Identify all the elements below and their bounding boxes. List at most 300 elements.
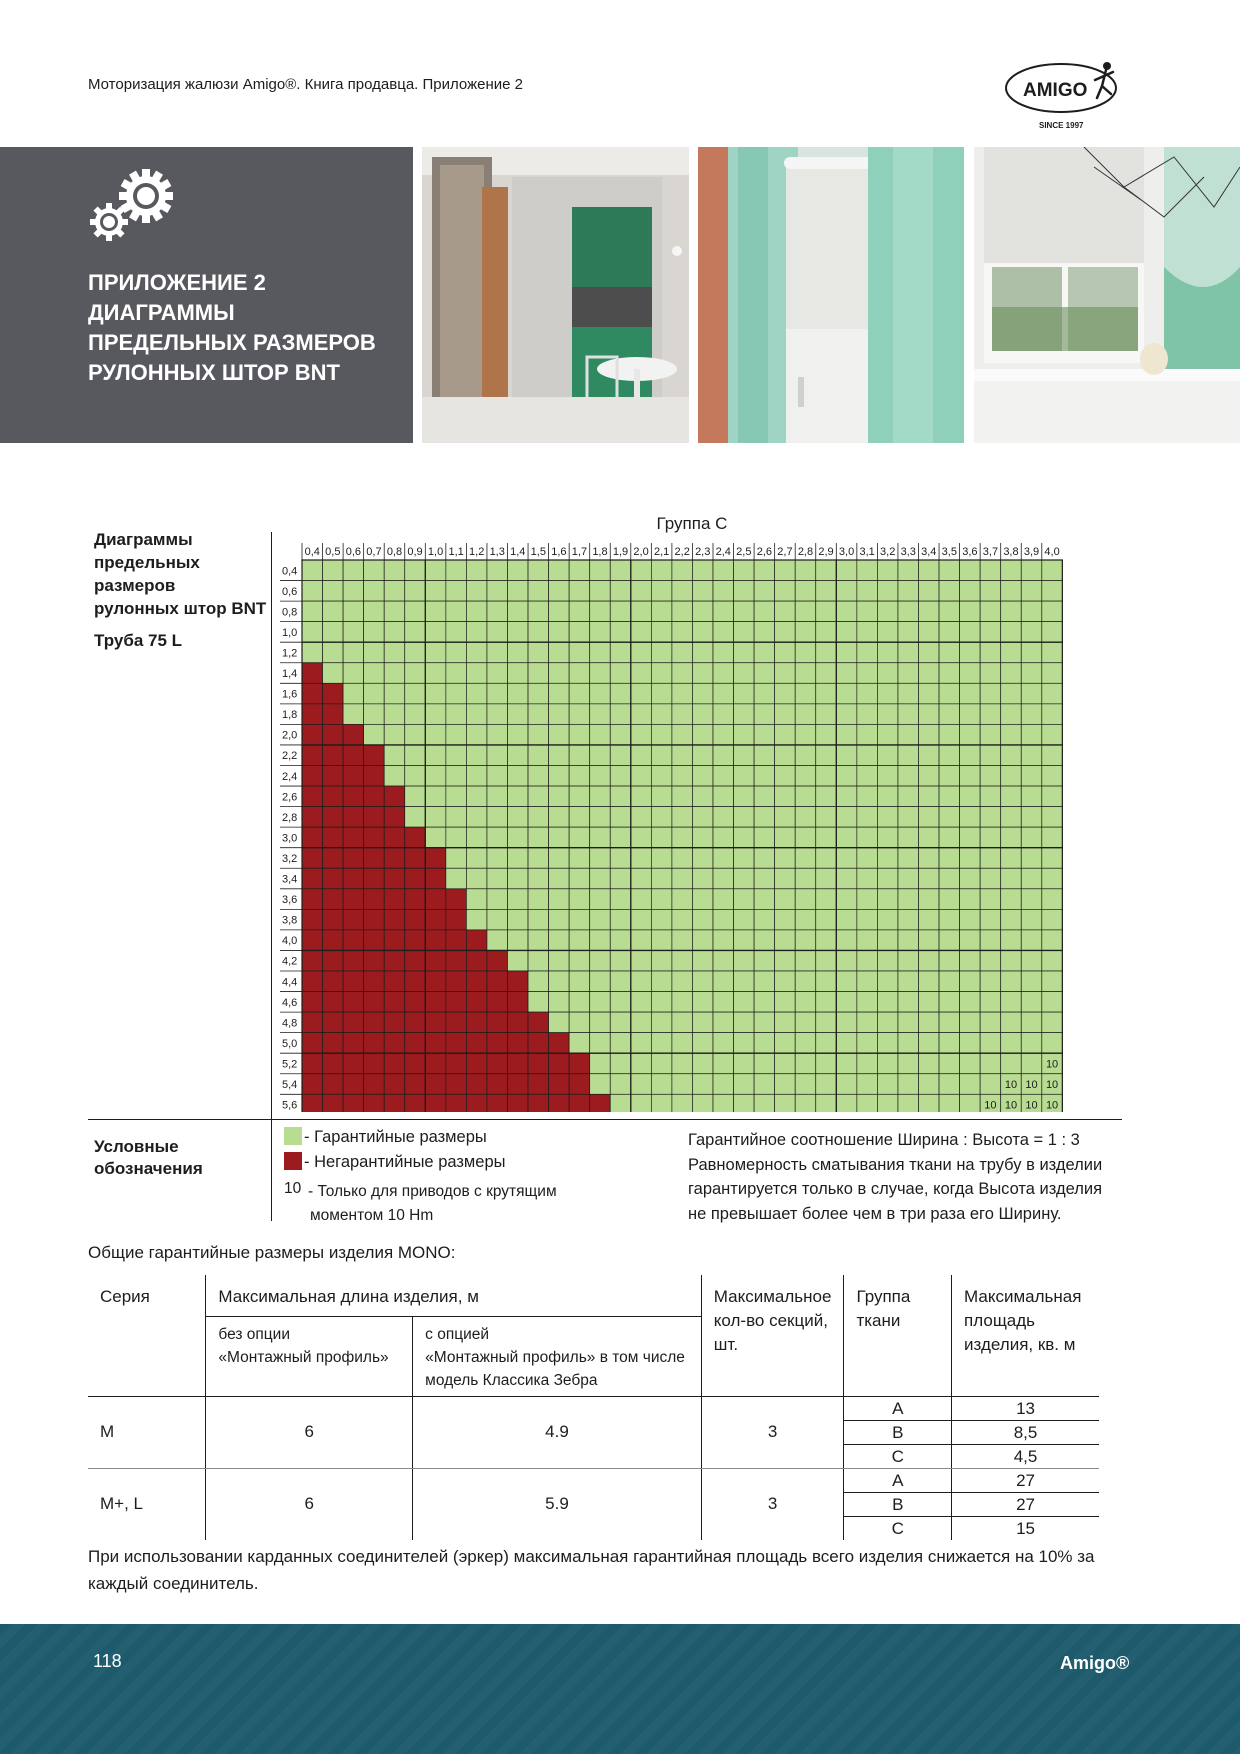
guaranteed-cell: [734, 642, 755, 663]
guaranteed-cell: [775, 950, 796, 971]
guaranteed-cell: [939, 950, 960, 971]
guaranteed-cell: [919, 950, 940, 971]
guaranteed-cell: [713, 1012, 734, 1033]
non-guaranteed-cell: [323, 704, 344, 725]
guaranteed-cell: [302, 642, 323, 663]
guaranteed-cell: [980, 889, 1001, 910]
guaranteed-cell: [919, 807, 940, 828]
guaranteed-cell: [672, 683, 693, 704]
guaranteed-cell: [590, 642, 611, 663]
non-guaranteed-cell: [323, 1074, 344, 1095]
guaranteed-cell: [877, 663, 898, 684]
non-guaranteed-cell: [384, 950, 405, 971]
guaranteed-cell: [836, 560, 857, 581]
row-area: 27: [952, 1468, 1099, 1492]
guaranteed-cell: [590, 724, 611, 745]
guaranteed-cell: [610, 1074, 631, 1095]
guaranteed-cell: [384, 581, 405, 602]
non-guaranteed-cell: [405, 971, 426, 992]
guaranteed-cell: [672, 909, 693, 930]
guaranteed-cell: [980, 1012, 1001, 1033]
guaranteed-cell: [590, 560, 611, 581]
guaranteed-cell: [692, 601, 713, 622]
guaranteed-cell: [857, 601, 878, 622]
guaranteed-cell: [672, 1074, 693, 1095]
non-guaranteed-cell: [302, 1033, 323, 1054]
chart-title: Группа С: [656, 514, 728, 533]
y-tick-label: 4,8: [282, 1017, 298, 1030]
guaranteed-cell: [631, 786, 652, 807]
guaranteed-cell: [713, 786, 734, 807]
guaranteed-cell: [672, 992, 693, 1013]
guaranteed-cell: [549, 786, 570, 807]
guaranteed-cell: [816, 663, 837, 684]
guaranteed-cell: [980, 992, 1001, 1013]
y-tick-label: 2,4: [282, 770, 298, 783]
guaranteed-cell: [1001, 683, 1022, 704]
header-no-option-line: «Монтажный профиль»: [218, 1348, 389, 1366]
guaranteed-cell: [1021, 889, 1042, 910]
y-tick-label: 1,8: [282, 709, 298, 722]
y-tick-label: 4,4: [282, 976, 298, 989]
guaranteed-cell: [1042, 807, 1063, 828]
guaranteed-cell: [631, 766, 652, 787]
guaranteed-cell: [1042, 560, 1063, 581]
header-sections: [701, 1275, 844, 1396]
guaranteed-cell: [1001, 1033, 1022, 1054]
guaranteed-cell: [651, 807, 672, 828]
guaranteed-cell: [549, 1012, 570, 1033]
guaranteed-cell: [960, 1033, 981, 1054]
guaranteed-cell: [877, 950, 898, 971]
guaranteed-cell: [754, 1033, 775, 1054]
non-guaranteed-cell: [466, 1094, 487, 1112]
guaranteed-cell: [1021, 868, 1042, 889]
non-guaranteed-cell: [466, 1053, 487, 1074]
guaranteed-cell: [323, 622, 344, 643]
row-sections: 3: [701, 1468, 844, 1540]
guaranteed-cell: [734, 807, 755, 828]
guaranteed-cell: [1021, 992, 1042, 1013]
guaranteed-cell: [425, 622, 446, 643]
x-tick-label: 2,0: [633, 546, 649, 558]
x-tick-label: 3,4: [921, 546, 937, 558]
guaranteed-cell: [672, 766, 693, 787]
guaranteed-cell: [775, 1033, 796, 1054]
guaranteed-cell: [466, 889, 487, 910]
guaranteed-cell: [384, 601, 405, 622]
non-guaranteed-cell: [425, 848, 446, 869]
guaranteed-cell: [775, 683, 796, 704]
guaranteed-cell: [631, 1074, 652, 1095]
non-guaranteed-cell: [384, 930, 405, 951]
guaranteed-cell: [446, 581, 467, 602]
guaranteed-cell: [734, 724, 755, 745]
guaranteed-cell: [919, 909, 940, 930]
guaranteed-cell: [610, 724, 631, 745]
guaranteed-cell: [487, 560, 508, 581]
guaranteed-cell: [980, 807, 1001, 828]
guaranteed-cell: [939, 992, 960, 1013]
row-area: 8,5: [952, 1420, 1099, 1444]
guaranteed-cell: [405, 786, 426, 807]
guaranteed-cell: [549, 642, 570, 663]
guaranteed-cell: [672, 1094, 693, 1112]
guaranteed-cell: [466, 581, 487, 602]
guaranteed-cell: [672, 1053, 693, 1074]
guaranteed-cell: [672, 622, 693, 643]
non-guaranteed-cell: [302, 807, 323, 828]
guaranteed-cell: [631, 1033, 652, 1054]
guaranteed-cell: [302, 601, 323, 622]
guaranteed-cell: [754, 930, 775, 951]
guaranteed-cell: [857, 1094, 878, 1112]
guaranteed-cell: [775, 1094, 796, 1112]
guaranteed-cell: [672, 724, 693, 745]
guaranteed-cell: [713, 889, 734, 910]
non-guaranteed-cell: [302, 745, 323, 766]
guaranteed-cell: [466, 868, 487, 889]
guaranteed-cell: [323, 663, 344, 684]
guaranteed-cell: [651, 827, 672, 848]
guaranteed-cell: [549, 581, 570, 602]
guaranteed-cell: [1042, 766, 1063, 787]
row-area: 13: [952, 1396, 1099, 1420]
guaranteed-cell: [1021, 971, 1042, 992]
y-tick-label: 2,2: [282, 750, 298, 763]
non-guaranteed-cell: [466, 950, 487, 971]
guaranteed-cell: [466, 683, 487, 704]
guaranteed-cell: [857, 1033, 878, 1054]
guaranteed-cell: [466, 848, 487, 869]
guaranteed-cell: [816, 868, 837, 889]
guaranteed-cell: [692, 683, 713, 704]
guaranteed-cell: [939, 724, 960, 745]
guaranteed-cell: [425, 642, 446, 663]
guaranteed-cell: [343, 683, 364, 704]
non-guaranteed-cell: [384, 992, 405, 1013]
guaranteed-cell: [939, 683, 960, 704]
x-tick-label: 2,1: [653, 546, 670, 558]
guaranteed-cell: [405, 766, 426, 787]
guaranteed-cell: [590, 622, 611, 643]
guaranteed-cell: [836, 827, 857, 848]
guaranteed-cell: [713, 581, 734, 602]
guaranteed-cell: [1021, 786, 1042, 807]
guaranteed-cell: [466, 724, 487, 745]
non-guaranteed-cell: [425, 930, 446, 951]
guaranteed-cell: [877, 930, 898, 951]
non-guaranteed-cell: [323, 724, 344, 745]
guaranteed-cell: [692, 560, 713, 581]
guaranteed-cell: [734, 992, 755, 1013]
guaranteed-cell: [877, 642, 898, 663]
guaranteed-cell: [1001, 704, 1022, 725]
guaranteed-cell: [960, 950, 981, 971]
y-tick-label: 5,6: [282, 1099, 298, 1112]
guaranteed-cell: [980, 663, 1001, 684]
guaranteed-cell: [877, 971, 898, 992]
header-no-option: [206, 1316, 413, 1396]
non-guaranteed-cell: [528, 1012, 549, 1033]
x-tick-label: 3,8: [1003, 546, 1019, 558]
guaranteed-cell: [754, 909, 775, 930]
guaranteed-cell: [857, 992, 878, 1013]
guaranteed-cell: [857, 724, 878, 745]
guaranteed-cell: [754, 950, 775, 971]
cardan-note: При использовании карданных соединителей (эркер) максимальная гарантийная площадь всего изделия снижается на 10% за каждый соединитель.: [88, 1547, 1095, 1593]
guaranteed-cell: [528, 622, 549, 643]
hero-title: [88, 268, 376, 388]
guaranteed-cell: [508, 889, 529, 910]
guaranteed-cell: [775, 560, 796, 581]
guaranteed-cell: [816, 950, 837, 971]
guaranteed-cell: [939, 1074, 960, 1095]
guaranteed-cell: [939, 766, 960, 787]
guaranteed-cell: [610, 807, 631, 828]
guaranteed-cell: [569, 704, 590, 725]
guaranteed-cell: [528, 992, 549, 1013]
guaranteed-cell: [734, 581, 755, 602]
logo-since: SINCE 1997: [1039, 121, 1084, 130]
guaranteed-cell: [405, 622, 426, 643]
non-guaranteed-cell: [343, 909, 364, 930]
non-guaranteed-cell: [323, 950, 344, 971]
non-guaranteed-cell: [384, 1012, 405, 1033]
guaranteed-cell: [631, 868, 652, 889]
guaranteed-cell: [508, 909, 529, 930]
footer-brand: Amigo®: [1060, 1653, 1130, 1673]
guaranteed-cell: [610, 950, 631, 971]
guaranteed-cell: [795, 1074, 816, 1095]
guaranteed-cell: [692, 581, 713, 602]
guaranteed-cell: [816, 622, 837, 643]
guaranteed-cell: [569, 848, 590, 869]
guaranteed-cell: [508, 704, 529, 725]
non-guaranteed-cell: [405, 930, 426, 951]
guaranteed-cell: [631, 745, 652, 766]
guaranteed-cell: [651, 683, 672, 704]
non-guaranteed-cell: [425, 889, 446, 910]
guaranteed-cell: [692, 1094, 713, 1112]
row-no-option: 6: [206, 1468, 413, 1540]
non-guaranteed-cell: [302, 766, 323, 787]
non-guaranteed-cell: [343, 1033, 364, 1054]
guaranteed-cell: [692, 827, 713, 848]
non-guaranteed-cell: [384, 889, 405, 910]
non-guaranteed-cell: [487, 992, 508, 1013]
guaranteed-cell: [672, 745, 693, 766]
guaranteed-cell: [508, 683, 529, 704]
guaranteed-cell: [631, 992, 652, 1013]
guaranteed-cell: [631, 1053, 652, 1074]
guaranteed-cell: [919, 766, 940, 787]
guaranteed-cell: [549, 848, 570, 869]
guaranteed-cell: [980, 1053, 1001, 1074]
guaranteed-cell: [960, 581, 981, 602]
guaranteed-cell: [1042, 827, 1063, 848]
guaranteed-cell: [384, 724, 405, 745]
guaranteed-cell: [487, 848, 508, 869]
guaranteed-cell: [446, 622, 467, 643]
guaranteed-cell: [898, 1053, 919, 1074]
guaranteed-cell: [816, 745, 837, 766]
ratio-line: Равномерность сматывания ткани на трубу в изделии: [688, 1155, 1103, 1174]
guaranteed-cell: [939, 971, 960, 992]
guaranteed-cell: [919, 827, 940, 848]
non-guaranteed-cell: [343, 868, 364, 889]
header-no-option-line: без опции: [218, 1325, 290, 1343]
non-guaranteed-cell: [446, 1094, 467, 1112]
guaranteed-cell: [775, 766, 796, 787]
guaranteed-cell: [569, 745, 590, 766]
header-area-line: изделия, кв. м: [964, 1335, 1076, 1354]
non-guaranteed-cell: [590, 1094, 611, 1112]
guaranteed-cell: [960, 663, 981, 684]
guaranteed-cell: [651, 848, 672, 869]
guaranteed-cell: [795, 807, 816, 828]
non-guaranteed-cell: [466, 930, 487, 951]
guaranteed-cell: [405, 560, 426, 581]
guaranteed-cell: [425, 766, 446, 787]
guaranteed-cell: [631, 889, 652, 910]
guaranteed-cell: [980, 766, 1001, 787]
non-guaranteed-cell: [466, 1074, 487, 1095]
guaranteed-cell: [651, 581, 672, 602]
guaranteed-cell: [795, 1012, 816, 1033]
guaranteed-cell: [425, 724, 446, 745]
guaranteed-cell: [446, 807, 467, 828]
guaranteed-cell: [775, 889, 796, 910]
guaranteed-cell: [569, 601, 590, 622]
non-guaranteed-cell: [302, 1094, 323, 1112]
torque-10-label: 10: [984, 1099, 997, 1112]
guaranteed-cell: [980, 622, 1001, 643]
guaranteed-cell: [1042, 950, 1063, 971]
guaranteed-cell: [487, 683, 508, 704]
legend-torque: [308, 1180, 557, 1228]
roller-blind-window-photo: [974, 147, 1240, 443]
guaranteed-cell: [1042, 622, 1063, 643]
header-fabric-group: [844, 1275, 952, 1396]
non-guaranteed-cell: [446, 930, 467, 951]
guaranteed-cell: [405, 807, 426, 828]
guaranteed-cell: [446, 663, 467, 684]
ratio-line: гарантируется только в случае, когда Высота изделия: [688, 1180, 1103, 1198]
guaranteed-cell: [734, 683, 755, 704]
guaranteed-cell: [877, 868, 898, 889]
guaranteed-cell: [775, 642, 796, 663]
x-tick-label: 1,9: [612, 546, 629, 558]
guaranteed-cell: [775, 1053, 796, 1074]
guaranteed-cell: [754, 1053, 775, 1074]
guaranteed-cell: [1042, 848, 1063, 869]
guaranteed-cell: [795, 971, 816, 992]
guaranteed-cell: [836, 1094, 857, 1112]
guaranteed-cell: [816, 827, 837, 848]
guaranteed-cell: [795, 848, 816, 869]
x-tick-label: 3,1: [859, 546, 875, 558]
guaranteed-cell: [980, 827, 1001, 848]
non-guaranteed-cell: [446, 1012, 467, 1033]
y-tick-label: 0,4: [282, 565, 298, 578]
guaranteed-cell: [528, 766, 549, 787]
guaranteed-cell: [980, 868, 1001, 889]
guaranteed-cell: [1042, 642, 1063, 663]
guaranteed-cell: [816, 1053, 837, 1074]
non-guaranteed-cell: [446, 971, 467, 992]
guaranteed-cell: [549, 683, 570, 704]
guaranteed-cell: [795, 766, 816, 787]
non-guaranteed-cell: [425, 1012, 446, 1033]
guaranteed-cell: [816, 766, 837, 787]
guaranteed-cell: [857, 622, 878, 643]
guaranteed-cell: [1001, 786, 1022, 807]
guaranteed-cell: [610, 704, 631, 725]
x-tick-label: 3,7: [982, 546, 999, 558]
non-guaranteed-cell: [405, 868, 426, 889]
guaranteed-cell: [590, 745, 611, 766]
non-guaranteed-cell: [302, 1053, 323, 1074]
guaranteed-cell: [1021, 601, 1042, 622]
guaranteed-cell: [939, 827, 960, 848]
guaranteed-cell: [816, 889, 837, 910]
header-with-option: [413, 1316, 702, 1396]
guaranteed-cell: [754, 1094, 775, 1112]
guaranteed-cell: [487, 807, 508, 828]
guaranteed-cell: [1021, 807, 1042, 828]
y-tick-label: 1,4: [282, 668, 298, 681]
guaranteed-cell: [713, 1094, 734, 1112]
guaranteed-cell: [919, 1094, 940, 1112]
guaranteed-cell: [816, 786, 837, 807]
guaranteed-cell: [364, 601, 385, 622]
guaranteed-cell: [384, 704, 405, 725]
guaranteed-cell: [446, 766, 467, 787]
non-guaranteed-cell: [343, 848, 364, 869]
non-guaranteed-cell: [508, 1033, 529, 1054]
guaranteed-cell: [610, 663, 631, 684]
guaranteed-cell: [405, 683, 426, 704]
guaranteed-cell: [898, 1074, 919, 1095]
guaranteed-cell: [775, 1074, 796, 1095]
x-tick-label: 1,1: [448, 546, 464, 558]
guaranteed-cell: [528, 930, 549, 951]
guaranteed-cell: [651, 1094, 672, 1112]
guaranteed-cell: [1021, 642, 1042, 663]
guaranteed-cell: [857, 581, 878, 602]
guaranteed-cell: [795, 663, 816, 684]
non-guaranteed-cell: [302, 868, 323, 889]
header-sections-line: Максимальное: [713, 1287, 832, 1306]
guaranteed-cell: [898, 909, 919, 930]
guaranteed-cell: [919, 1074, 940, 1095]
guaranteed-cell: [672, 581, 693, 602]
non-guaranteed-cell: [425, 971, 446, 992]
guaranteed-cell: [877, 1074, 898, 1095]
guaranteed-cell: [836, 971, 857, 992]
guaranteed-cell: [939, 601, 960, 622]
guaranteed-cell: [1042, 786, 1063, 807]
guaranteed-cell: [528, 971, 549, 992]
guaranteed-cell: [569, 642, 590, 663]
guaranteed-cell: [816, 560, 837, 581]
x-tick-label: 1,5: [530, 546, 546, 558]
guaranteed-cell: [775, 827, 796, 848]
non-guaranteed-cell: [405, 1074, 426, 1095]
guaranteed-cell: [651, 992, 672, 1013]
guaranteed-cell: [939, 704, 960, 725]
